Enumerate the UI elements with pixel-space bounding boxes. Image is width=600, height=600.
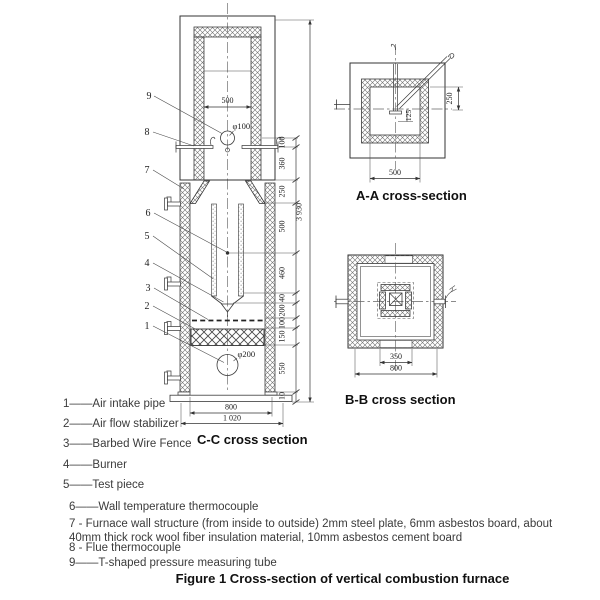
dim-inner-width: 500 <box>221 96 234 105</box>
legend-item-6: 6——Wall temperature thermocouple <box>69 501 259 513</box>
socket <box>165 322 181 335</box>
dim-overall-height: 3 930 <box>294 203 304 221</box>
socket <box>165 277 181 290</box>
legend-item-1: 1——Air intake pipe <box>63 398 166 410</box>
bb-view <box>334 243 457 407</box>
part-label-1: 1 <box>144 321 150 332</box>
dim-aa-width: 500 <box>389 168 401 177</box>
legend-item-8: 8 - Flue thermocouple <box>69 542 181 554</box>
socket <box>165 197 181 210</box>
chain-dim-9: 550 <box>277 362 287 375</box>
part-number-labels <box>145 91 152 332</box>
chain-dim-3: 500 <box>277 220 287 233</box>
cc-view-title: C-C cross section <box>197 432 308 447</box>
bb-view-title: B-B cross section <box>345 392 456 407</box>
part-label-8: 8 <box>144 127 150 138</box>
legend-item-9: 9——T-shaped pressure measuring tube <box>69 557 277 569</box>
part-label-5: 5 <box>144 231 150 242</box>
chain-dim-4: 460 <box>277 267 287 279</box>
dim-bb-outer-width: 800 <box>390 363 402 373</box>
air-intake-pipe <box>217 349 255 376</box>
chain-dim-6: 200 <box>277 304 287 317</box>
chain-dim-8: 150 <box>277 330 287 343</box>
figure-caption: Figure 1 Cross-section of vertical combustion furnace <box>175 571 510 586</box>
bottom-slot <box>380 340 412 347</box>
part-label-7: 7 <box>144 165 150 176</box>
base-plate <box>170 392 292 402</box>
intake-diameter-label: φ200 <box>237 349 256 359</box>
cc-view <box>145 3 315 447</box>
chain-dim-7: 100 <box>277 317 287 329</box>
air-flow-stabilizer <box>191 329 264 346</box>
chain-dim-10: 10 <box>277 392 287 400</box>
part-label-4: 4 <box>144 258 150 269</box>
aa-view-title: A-A cross-section <box>356 188 467 203</box>
aa-left-socket <box>334 100 350 110</box>
bb-left-socket <box>336 296 348 309</box>
legend-item-2: 2——Air flow stabilizer <box>63 418 179 430</box>
chain-dim-5: 40 <box>277 294 287 302</box>
dim-aa-offset: 125 <box>404 109 413 122</box>
socket <box>165 371 181 384</box>
chain-dim-0: 100 <box>277 136 287 149</box>
legend-item-3: 3——Barbed Wire Fence <box>63 438 192 450</box>
chain-dim-1: 360 <box>277 157 287 170</box>
legend-item-4: 4——Burner <box>63 459 127 471</box>
part-label-6: 6 <box>145 208 151 219</box>
aa-view <box>334 44 467 203</box>
wall-thermocouple-sockets <box>165 197 181 384</box>
port-diameter-label: φ100 <box>232 121 251 131</box>
dim-base-width: 1 020 <box>223 413 241 423</box>
bb-dimensions <box>355 349 437 378</box>
bb-burner-assembly <box>378 283 414 319</box>
top-flue-slot <box>385 256 413 263</box>
chain-dim-2: 250 <box>277 185 287 198</box>
legend-item-5: 5——Test piece <box>63 479 145 491</box>
dim-bb-burner-width: 350 <box>390 352 402 361</box>
dim-body-width: 800 <box>225 402 237 412</box>
dim-aa-depth: 250 <box>445 92 454 105</box>
part-label-3: 3 <box>145 283 151 294</box>
legend-item-7: 7 - Furnace wall structure (from inside to outside) 2mm steel plate, 6mm asbestos board, about 40mm thick rock wool fiber insulation material, 10mm asbestos cement board <box>69 518 553 544</box>
part-label-9: 9 <box>146 91 152 102</box>
part-label-2: 2 <box>144 301 150 312</box>
